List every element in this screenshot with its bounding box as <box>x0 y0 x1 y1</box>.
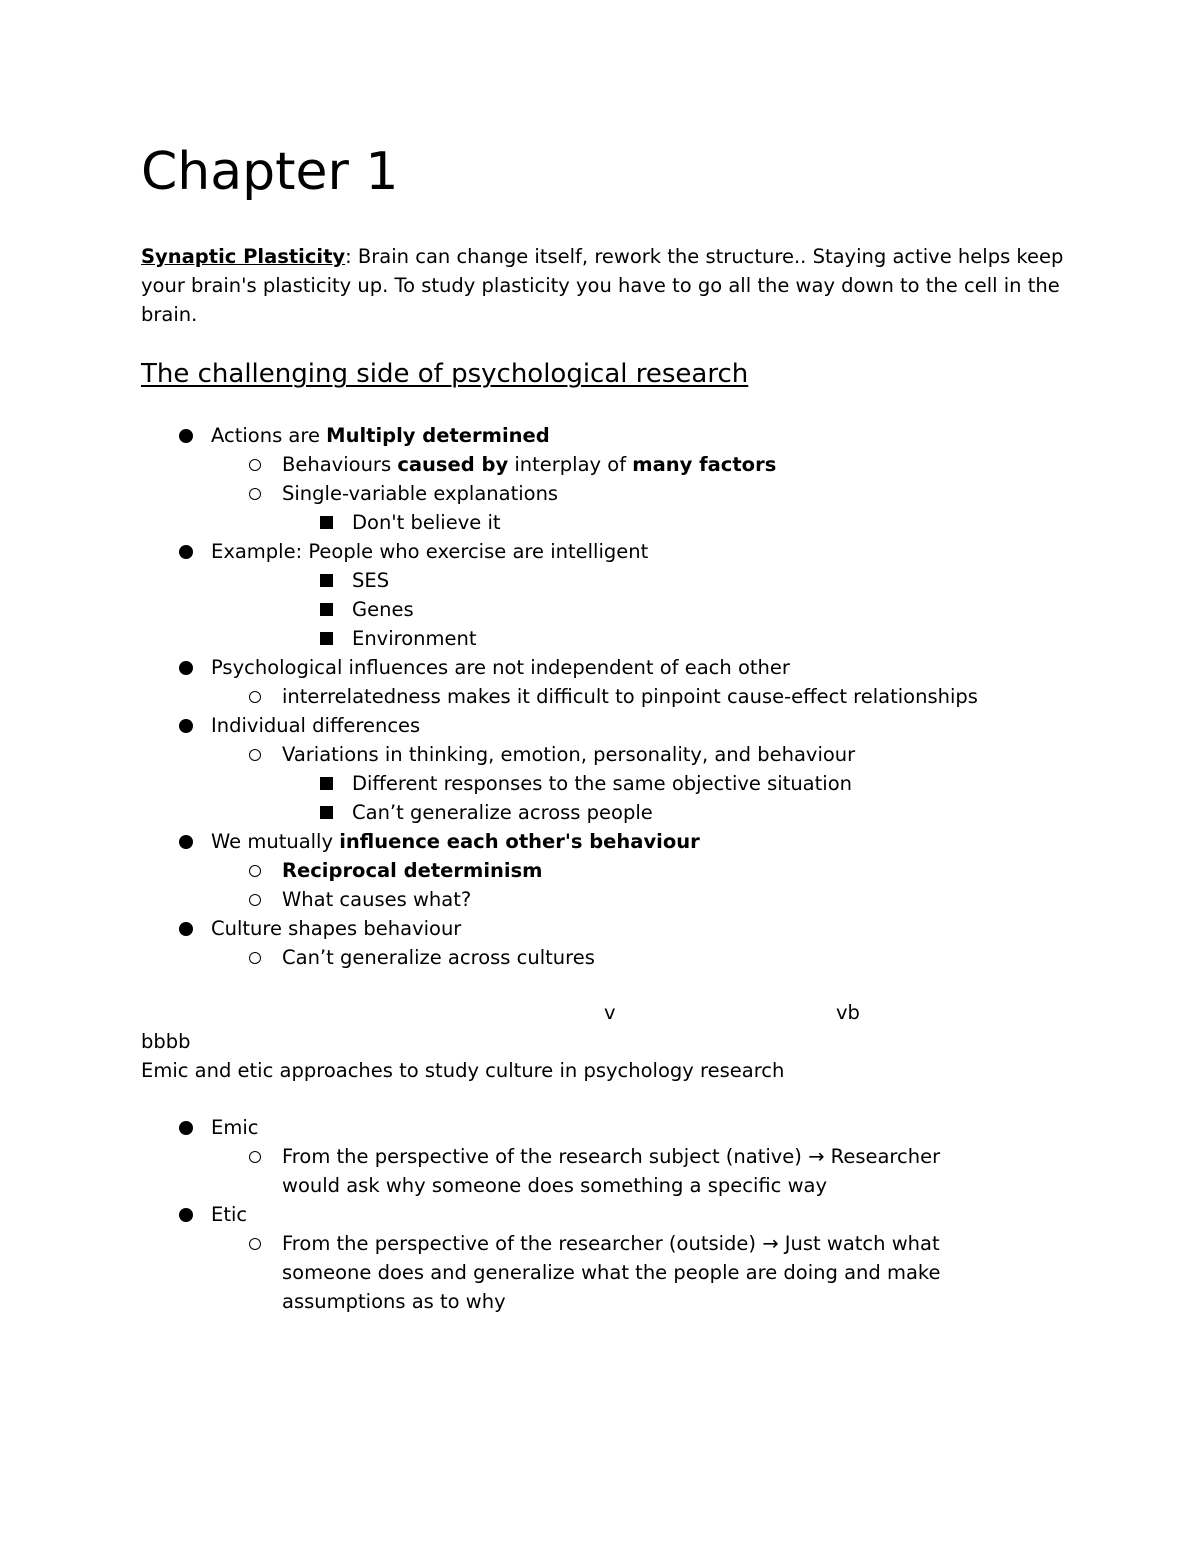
bullet-square-icon <box>320 516 333 529</box>
bullet-dot-icon <box>179 719 193 733</box>
bullet-dot-icon <box>179 1121 193 1135</box>
bullet-circle-icon <box>249 865 261 877</box>
bullet-circle-icon <box>249 952 261 964</box>
list-item-text: Individual differences <box>211 714 421 737</box>
list-item <box>282 943 595 972</box>
bold-text: Multiply determined <box>326 424 550 447</box>
list-item <box>211 537 648 566</box>
list-item <box>211 653 790 682</box>
list-item-text: Single-variable explanations <box>282 482 559 505</box>
list-item <box>211 914 461 943</box>
list-item-text: Behaviours <box>282 453 398 476</box>
bullet-square-icon <box>320 806 333 819</box>
bullet-dot-icon <box>179 835 193 849</box>
list-item <box>211 711 420 740</box>
list-item <box>352 798 653 827</box>
intro-text: : Brain can change itself, rework the structure.. Staying active helps keep your brain's plasticity up. To study plasticity you have to go all the way down to the cell in the brain. <box>141 245 1064 326</box>
list-item-text: interrelatedness makes it difficult to pinpoint cause-effect relationships <box>282 685 978 708</box>
bold-text: Reciprocal determinism <box>282 859 543 882</box>
list-item-text: Can’t generalize across cultures <box>282 946 595 969</box>
stray-text-bbbb: bbbb <box>141 1030 191 1053</box>
intro-term: Synaptic Plasticity <box>141 245 346 268</box>
list-item-text: Different responses to the same objective situation <box>352 772 852 795</box>
bullet-circle-icon <box>249 894 261 906</box>
list-item <box>352 566 389 595</box>
intro-paragraph <box>141 242 1071 329</box>
bullet-circle-icon <box>249 749 261 761</box>
emic-etic-heading: Emic and etic approaches to study culture in psychology research <box>141 1059 785 1082</box>
list-item <box>352 595 414 624</box>
list-item-line: assumptions as to why <box>282 1290 506 1313</box>
bullet-square-icon <box>320 777 333 790</box>
bullet-dot-icon <box>179 661 193 675</box>
bullet-square-icon <box>320 574 333 587</box>
list-item <box>282 885 471 914</box>
stray-text-v: v <box>604 1001 616 1024</box>
list-item <box>282 740 855 769</box>
list-item-line: From the perspective of the researcher (outside) → Just watch what <box>282 1232 940 1255</box>
bullet-square-icon <box>320 603 333 616</box>
list-item-text: Psychological influences are not independent of each other <box>211 656 790 679</box>
bold-text: many factors <box>632 453 777 476</box>
list-item <box>352 769 852 798</box>
list-item-text: Can’t generalize across people <box>352 801 653 824</box>
list-item-text: Variations in thinking, emotion, personality, and behaviour <box>282 743 856 766</box>
bold-text: caused by <box>397 453 509 476</box>
bullet-circle-icon <box>249 459 261 471</box>
list-item <box>282 450 776 479</box>
list-item-text: We mutually <box>211 830 340 853</box>
list-item <box>282 479 558 508</box>
page-title: Chapter 1 <box>141 142 399 202</box>
list-item-text: SES <box>352 569 390 592</box>
list-item-line: would ask why someone does something a specific way <box>282 1174 828 1197</box>
list-item-text: Environment <box>352 627 477 650</box>
list-item <box>211 421 550 450</box>
list-item-text: Actions are <box>211 424 327 447</box>
list-item <box>352 508 501 537</box>
section-heading: The challenging side of psychological research <box>141 359 749 389</box>
bullet-circle-icon <box>249 488 261 500</box>
list-item <box>211 827 700 856</box>
list-item-text: Example: People who exercise are intelligent <box>211 540 649 563</box>
list-item-text: Culture shapes behaviour <box>211 917 462 940</box>
list-item-text: interplay of <box>508 453 633 476</box>
list-item <box>282 856 543 885</box>
bullet-dot-icon <box>179 429 193 443</box>
bullet-dot-icon <box>179 545 193 559</box>
list-item-text: Genes <box>352 598 414 621</box>
bullet-circle-icon <box>249 1238 261 1250</box>
bullet-dot-icon <box>179 922 193 936</box>
list-item <box>352 624 477 653</box>
list-item-line: Etic <box>211 1203 248 1226</box>
stray-text-vb: vb <box>836 1001 860 1024</box>
list-item-line: Emic <box>211 1116 259 1139</box>
bullet-circle-icon <box>249 691 261 703</box>
list-item-text: What causes what? <box>282 888 472 911</box>
list-item <box>282 682 978 711</box>
bullet-circle-icon <box>249 1151 261 1163</box>
list-item-text: Don't believe it <box>352 511 501 534</box>
bullet-dot-icon <box>179 1208 193 1222</box>
bold-text: influence each other's behaviour <box>339 830 700 853</box>
list-item-line: From the perspective of the research subject (native) → Researcher <box>282 1145 941 1168</box>
list-item-line: someone does and generalize what the people are doing and make <box>282 1261 941 1284</box>
bullet-square-icon <box>320 632 333 645</box>
